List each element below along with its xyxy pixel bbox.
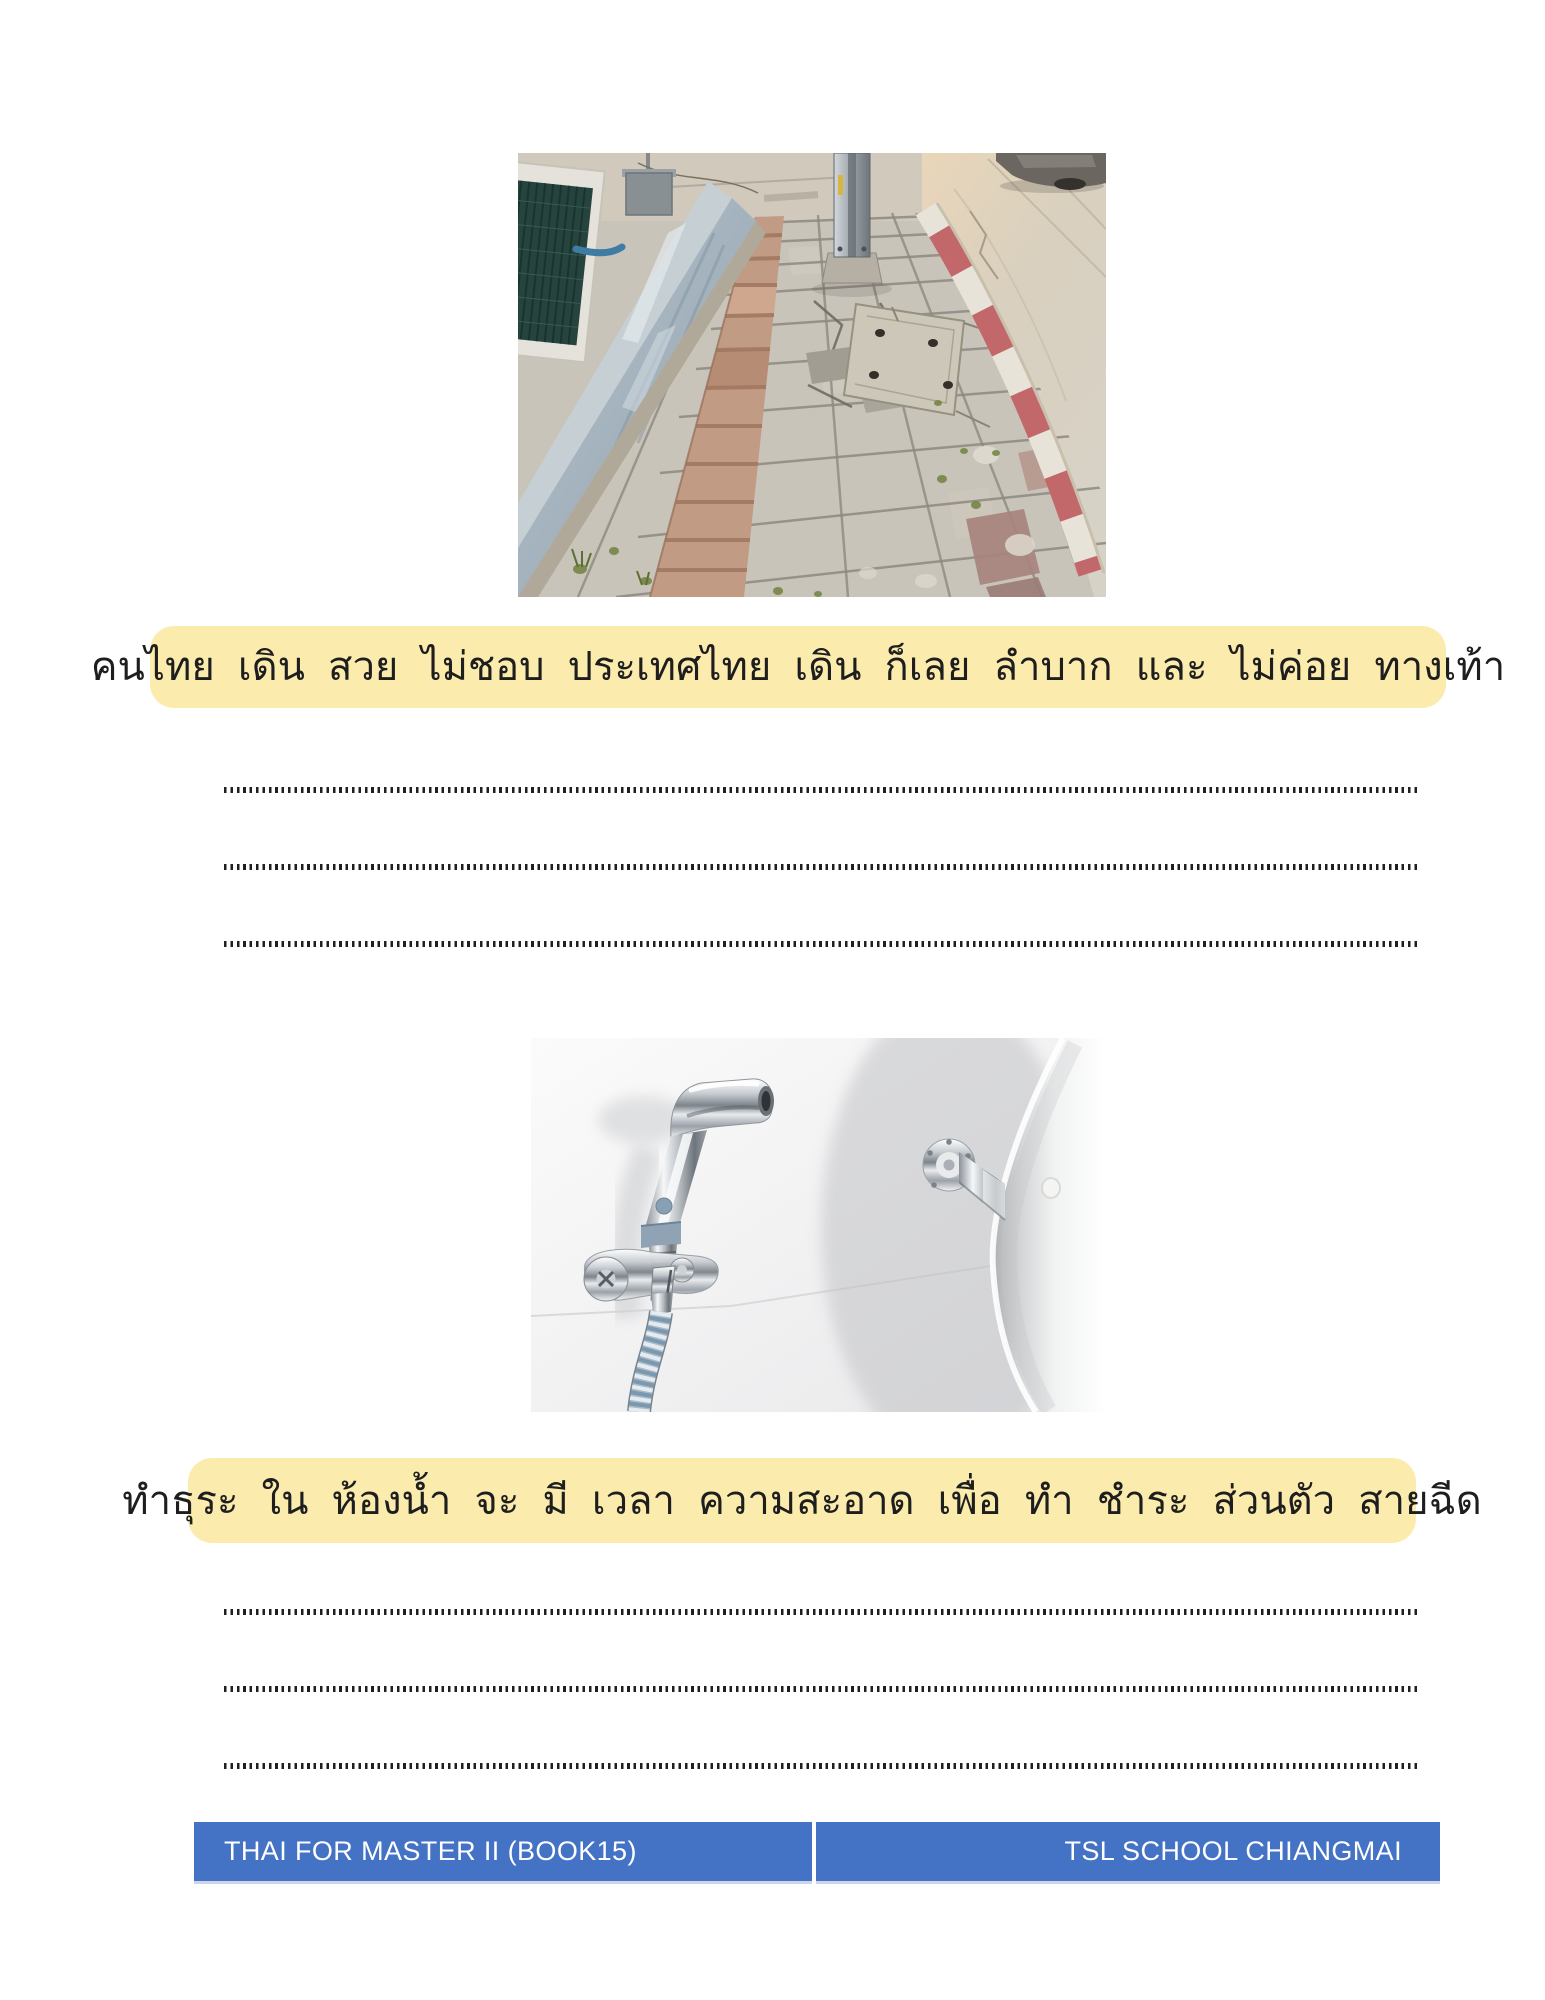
footer-school-name: TSL SCHOOL CHIANGMAI	[1064, 1836, 1402, 1866]
answer-line	[224, 787, 1420, 793]
answer-line	[224, 1686, 1420, 1692]
scrambled-sentence-1	[90, 626, 1506, 708]
bidet-photo-illustration	[531, 1038, 1105, 1412]
sidewalk-photo-illustration	[518, 153, 1106, 597]
sidewalk-photo	[518, 153, 1106, 597]
scrambled-sentence-2	[122, 1458, 1482, 1543]
car	[996, 153, 1106, 193]
answer-line	[224, 1763, 1420, 1769]
bolt-cap	[1042, 1178, 1060, 1198]
answer-lines-1	[224, 787, 1420, 953]
answer-line	[224, 941, 1420, 947]
footer-left-bar	[194, 1822, 812, 1881]
sprayer-button	[656, 1198, 672, 1214]
scrambled-sentence-1-text: คนไทย เดิน สวย ไม่ชอบ ประเทศไทย เดิน ก็เลย ลำบาก และ ไม่ค่อย ทางเท้า	[90, 645, 1506, 689]
answer-lines-2	[224, 1609, 1420, 1775]
bidet-photo	[531, 1038, 1105, 1412]
answer-line	[224, 1609, 1420, 1615]
answer-line	[224, 864, 1420, 870]
footer-book-title: THAI FOR MASTER II (BOOK15)	[224, 1836, 637, 1866]
scrambled-sentence-2-text: ทำธุระ ใน ห้องน้ำ จะ มี เวลา ความสะอาด เพื่อ ทำ ชำระ ส่วนตัว สายฉีด	[122, 1478, 1482, 1523]
footer-right-bar	[816, 1822, 1440, 1881]
